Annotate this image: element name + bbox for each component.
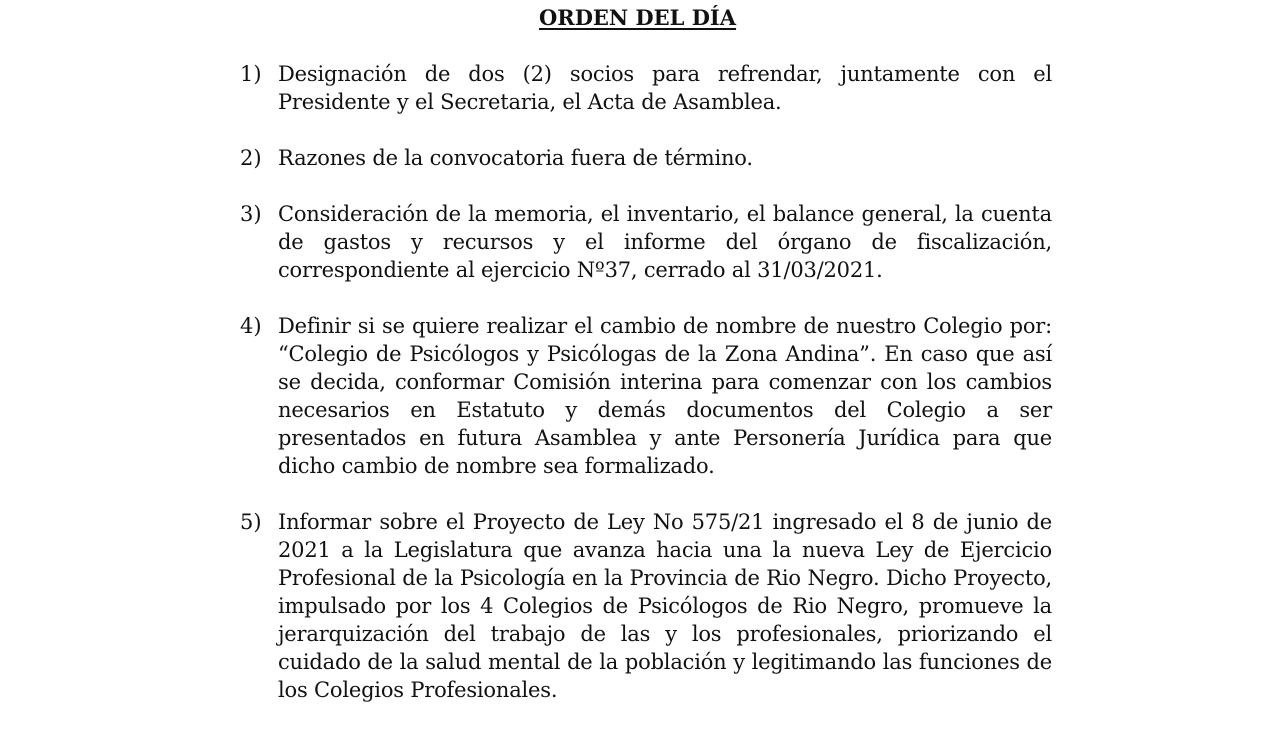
agenda-item-3 [240, 200, 1052, 284]
agenda-item-5 [240, 508, 1052, 704]
agenda-item-1 [240, 60, 1052, 116]
agenda-item-2 [240, 144, 1052, 172]
agenda-item-number: 4) [240, 314, 262, 338]
document-title: ORDEN DEL DÍA [538, 5, 737, 30]
agenda-item-number: 3) [240, 202, 262, 226]
agenda-item-text: Definir si se quiere realizar el cambio de nombre de nuestro Colegio por: “Colegio de Psicólogos y Psicólogas de la Zona Andina”. En caso que así se decida, conformar Comisión interina para comenzar con los cambios necesarios en Estatuto y demás documentos del Colegio a ser presentados en futura Asamblea y ante Personería Jurídica para que dicho cambio de nombre sea formalizado. [278, 314, 1052, 478]
agenda-item-text: Designación de dos (2) socios para refrendar, juntamente con el Presidente y el Secretaria, el Acta de Asamblea. [278, 62, 1052, 114]
agenda-item-text: Consideración de la memoria, el inventario, el balance general, la cuenta de gastos y recursos y el informe del órgano de fiscalización, correspondiente al ejercicio Nº37, cerrado al 31/03/2021. [278, 202, 1052, 282]
agenda-item-4 [240, 312, 1052, 480]
agenda-item-text: Razones de la convocatoria fuera de término. [278, 146, 753, 170]
agenda-list [240, 60, 1052, 704]
agenda-item-number: 2) [240, 146, 262, 170]
agenda-item-text: Informar sobre el Proyecto de Ley No 575/21 ingresado el 8 de junio de 2021 a la Legislatura que avanza hacia una la nueva Ley de Ejercicio Profesional de la Psicología en la Provincia de Rio Negro. Dicho Proyecto, impulsado por los 4 Colegios de Psicólogos de Rio Negro, promueve la jerarquización del trabajo de las y los profesionales, priorizando el cuidado de la salud mental de la población y legitimando las funciones de los Colegios Profesionales. [278, 510, 1052, 702]
agenda-item-number: 1) [240, 62, 262, 86]
agenda-item-number: 5) [240, 510, 262, 534]
